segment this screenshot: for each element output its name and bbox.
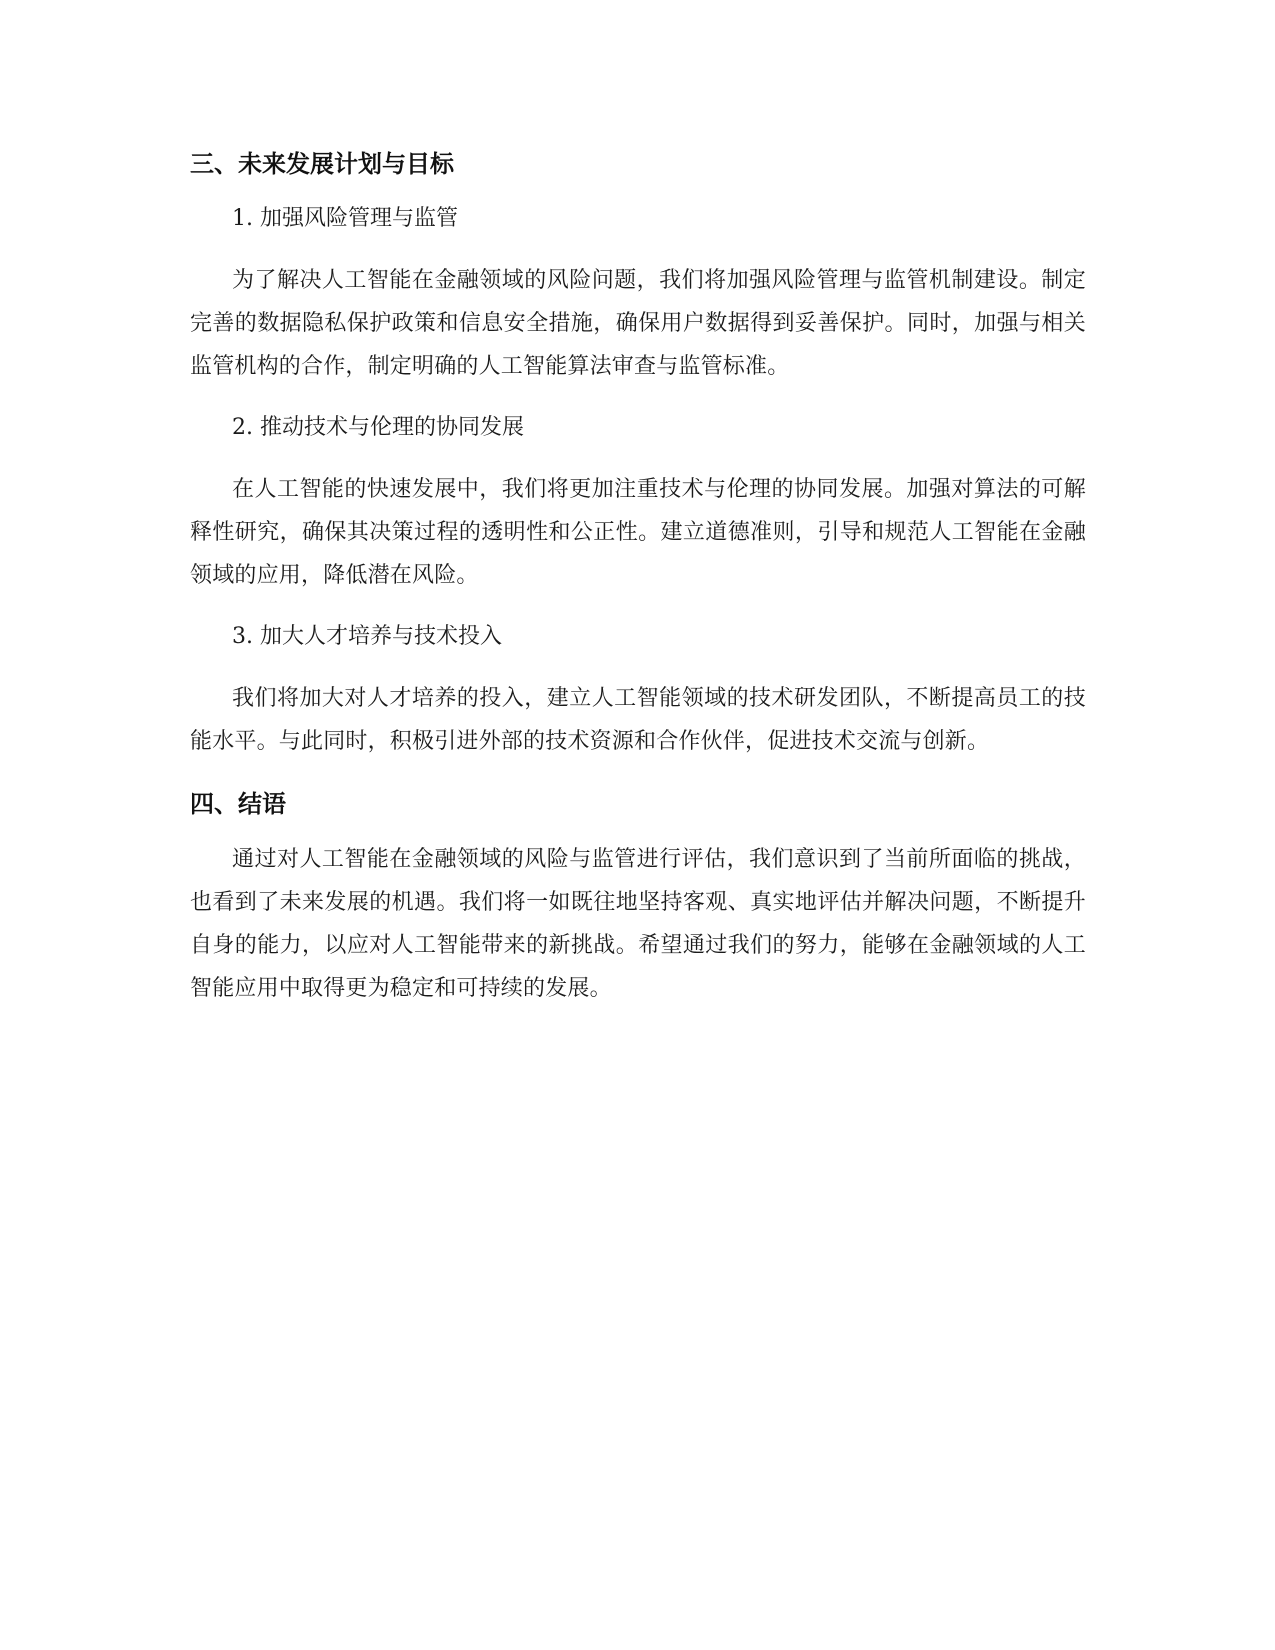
section-3-item-3-body: 我们将加大对人才培养的投入，建立人工智能领域的技术研发团队，不断提高员工的技能水平。与此同时，积极引进外部的技术资源和合作伙伴，促进技术交流与创新。 (190, 686, 1086, 754)
section-3-item-2-body: 在人工智能的快速发展中，我们将更加注重技术与伦理的协同发展。加强对算法的可解释性研究，确保其决策过程的透明性和公正性。建立道德准则，引导和规范人工智能在金融领域的应用，降低潜在风险。 (190, 477, 1086, 588)
section-3-item-2-heading: 2. 推动技术与伦理的协同发展 (232, 415, 524, 440)
section-4-title: 四、结语 (190, 790, 286, 818)
section-3-item-1-heading: 1. 加强风险管理与监管 (232, 206, 458, 231)
section-4-body: 通过对人工智能在金融领域的风险与监管进行评估，我们意识到了当前所面临的挑战，也看到了未来发展的机遇。我们将一如既往地坚持客观、真实地评估并解决问题，不断提升自身的能力，以应对人工智能带来的新挑战。希望通过我们的努力，能够在金融领域的人工智能应用中取得更为稳定和可持续的发展。 (190, 847, 1086, 1001)
section-3-item-3-heading: 3. 加大人才培养与技术投入 (232, 624, 502, 649)
section-3-title: 三、未来发展计划与目标 (190, 150, 454, 178)
section-3-item-1-body: 为了解决人工智能在金融领域的风险问题，我们将加强风险管理与监管机制建设。制定完善的数据隐私保护政策和信息安全措施，确保用户数据得到妥善保护。同时，加强与相关监管机构的合作，制定明确的人工智能算法审查与监管标准。 (190, 268, 1086, 379)
document-content (190, 143, 1086, 1010)
